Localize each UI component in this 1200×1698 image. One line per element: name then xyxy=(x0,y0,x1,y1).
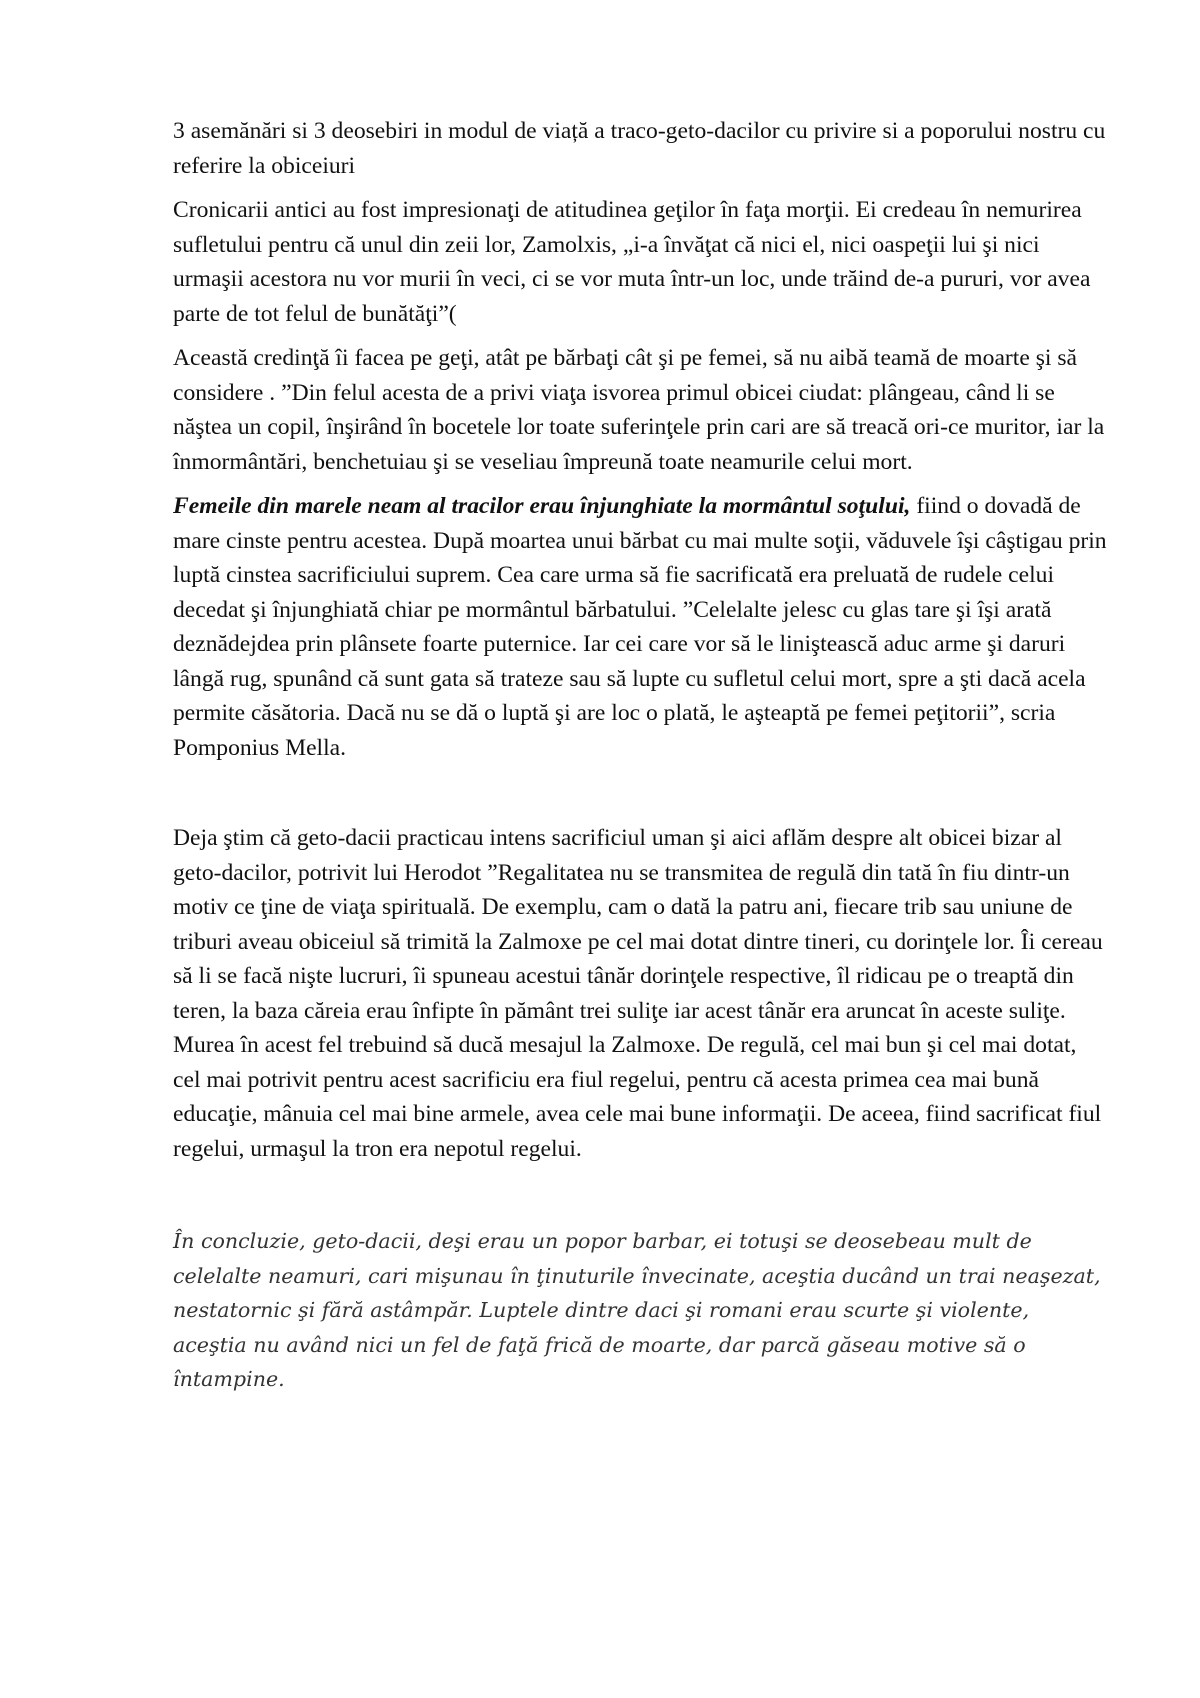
paragraph-human-sacrifice: Deja ştim că geto-dacii practicau intens sacrificiul uman şi aici aflăm despre alt obicei bizar al geto-dacilor, potrivit lui Herodot ”Regalitatea nu se transmitea de regulă din tată în fiu dintr-un motiv ce ţine de viaţa spirituală. De exemplu, cam o dată la patru ani, fiecare trib sau uniune de triburi aveau obiceiul să trimită la Zalmoxe pe cel mai dotat dintre tineri, cu dorinţele lor. Îi cereau să li se facă nişte lucruri, îi spuneau acestui tânăr dorinţele respective, îl ridicau pe o treaptă din teren, la baza căreia erau înfipte în pământ trei suliţe iar acest tânăr era aruncat în aceste suliţe. Murea în acest fel trebuind să ducă mesajul la Zalmoxe. De regulă, cel mai bun şi cel mai dotat, cel mai potrivit pentru acest sacrificiu era fiul regelui, pentru că acesta primea cea mai bună educaţie, mânuia cel mai bine armele, avea cele mai bune informaţii. De aceea, fiind sacrificat fiul regelui, urmaşul la tron era nepotul regelui. xyxy=(173,825,1103,1162)
paragraph-women-sacrifice-emphasis: Femeile din marele neam al tracilor erau înjunghiate la mormântul soţului, xyxy=(173,493,911,519)
paragraph-belief: Această credinţă îi facea pe geţi, atât pe bărbaţi cât şi pe femei, să nu aibă teamă de moarte şi să considere . ”Din felul acesta de a privi viaţa isvorea primul obicei ciudat: plângeau, când li se năştea un copil, înşirând în bocetele lor toate suferinţele prin cari are să treacă ori-ce muritor, iar la înmormântări, benchetuiau şi se veseliau împreună toate neamurile celui mort. xyxy=(173,345,1105,475)
document-body xyxy=(173,114,1108,1397)
paragraph-chroniclers: Cronicarii antici au fost impresionaţi de atitudinea geţilor în faţa morţii. Ei credeau în nemurirea sufletului pentru că unul din zeii lor, Zamolxis, „i-a învăţat că nici el, nici oaspeţii lui şi nici urmaşii acestora nu vor murii în veci, ci se vor muta într-un loc, unde trăind de-a pururi, vor avea parte de tot felul de bunătăţi”( xyxy=(173,197,1091,327)
paragraph-conclusion: În concluzie, geto-dacii, deşi erau un popor barbar, ei totuşi se deosebeau mult de celelalte neamuri, cari mişunau în ţinuturile învecinate, aceştia ducând un trai neaşezat, nestatornic şi fără astâmpăr. Luptele dintre daci şi romani erau scurte şi violente, aceştia nu având nici un fel de faţă frică de moarte, dar parcă găseau motive să o întampine. xyxy=(173,1229,1101,1391)
document-title: 3 asemănări si 3 deosebiri in modul de viață a traco-geto-dacilor cu privire si a poporului nostru cu referire la obiceiuri xyxy=(173,118,1106,179)
paragraph-women-sacrifice-text: fiind o dovadă de mare cinste pentru acestea. După moartea unui bărbat cu mai multe soţii, văduvele îşi câştigau prin luptă cinstea sacrificiului suprem. Cea care urma să fie sacrificată era preluată de rudele celui decedat şi înjunghiată chiar pe mormântul bărbatului. ”Celelalte jelesc cu glas tare şi îşi arată deznădejdea prin plânsete foarte puternice. Iar cei care vor să le liniştească aduc arme şi daruri lângă rug, spunând că sunt gata să trateze sau să lupte cu sufletul celui mort, spre a şti dacă acela permite căsătoria. Dacă nu se dă o luptă şi are loc o plată, le aşteaptă pe femei peţitorii”, scria Pomponius Mella. xyxy=(173,493,1107,761)
paragraph-women-sacrifice xyxy=(173,489,1108,765)
